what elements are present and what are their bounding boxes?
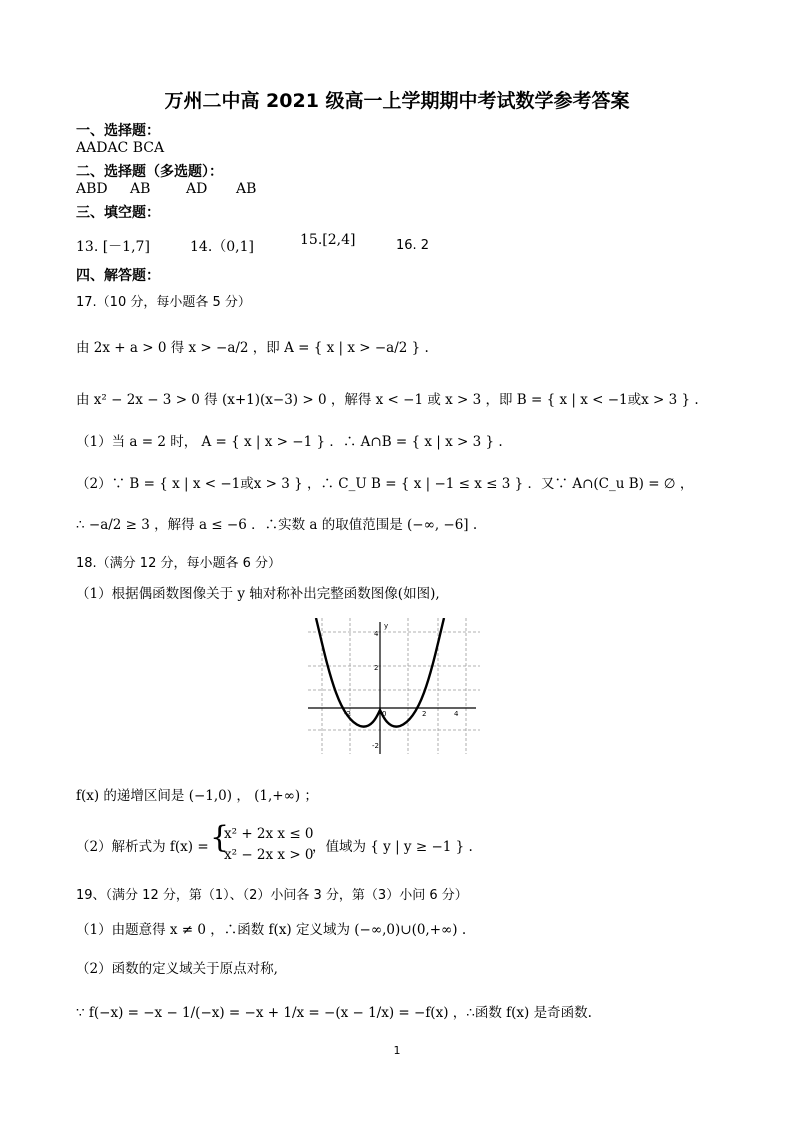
fill-answer-15: 15.[2,4] — [300, 232, 356, 248]
tick-label-origin: 0 — [382, 710, 387, 718]
q19-line2: （2）函数的定义域关于原点对称, — [76, 961, 278, 977]
section-solution-heading: 四、解答题： — [76, 268, 160, 284]
tick-label-y2: 2 — [374, 664, 379, 672]
q17-line1: 由 2x + a > 0 得 x > −a/2 ，即 A = { x | x > −a/2 } . — [76, 340, 429, 356]
fill-answer-16: 16. 2 — [396, 238, 430, 253]
multi-answer-1: ABD — [76, 181, 108, 197]
page-title: 万州二中高 2021 级高一上学期期中考试数学参考答案 — [164, 90, 630, 112]
tick-label-x2: 2 — [422, 710, 427, 718]
q19-line1: （1）由题意得 x ≠ 0 ，∴函数 f(x) 定义域为 (−∞,0)∪(0,+∞) . — [76, 922, 467, 938]
q19-line3: ∵ f(−x) = −x − 1/(−x) = −x + 1/x = −(x − 1/x) = −f(x) ，∴函数 f(x) 是奇函数. — [76, 1005, 592, 1021]
q18-line3-suffix: ，值域为 { y | y ≥ −1 } . — [312, 839, 473, 855]
section-fill-heading: 三、填空题： — [76, 205, 160, 221]
fill-answer-13: 13. [－1,7] — [76, 239, 150, 255]
multi-answer-2: AB — [130, 181, 151, 197]
tick-label-xneg2: -2 — [344, 710, 351, 718]
page-number: 1 — [393, 1044, 401, 1057]
piecewise-case-2: x² − 2x x > 0 — [224, 847, 314, 863]
q17-line2: 由 x² − 2x − 3 > 0 得 (x+1)(x−3) > 0 ，解得 x < −1 或 x > 3 ，即 B = { x | x < −1或x > 3 } . — [76, 392, 699, 408]
function-graph — [308, 618, 480, 754]
q18-line1: （1）根据偶函数图像关于 y 轴对称补出完整函数图像(如图), — [76, 586, 440, 602]
q17-line4: （2）∵ B = { x | x < −1或x > 3 } ，∴ C_U B = { x | −1 ≤ x ≤ 3 } ．又∵ A∩(C_u B) = ∅ ， — [76, 476, 694, 492]
q18-header: 18.（满分 12 分，每小题各 6 分） — [76, 556, 282, 571]
tick-label-yneg2: -2 — [372, 742, 379, 750]
piecewise-brace: { — [210, 820, 230, 855]
tick-label-y4: 4 — [374, 630, 379, 638]
q17-header: 17.（10 分，每小题各 5 分） — [76, 295, 251, 310]
function-graph-figure — [308, 618, 480, 754]
multi-answer-4: AB — [236, 181, 257, 197]
q19-header: 19、（满分 12 分，第（1）、（2）小问各 3 分，第（3）小问 6 分） — [76, 888, 468, 903]
choice-answers: AADAC BCA — [76, 140, 165, 156]
q17-line5: ∴ −a/2 ≥ 3 ，解得 a ≤ −6 ．∴实数 a 的取值范围是 (−∞, −6] . — [76, 517, 478, 533]
q18-line3-prefix: （2）解析式为 f(x) = — [76, 839, 209, 855]
section-choice-heading: 一、选择题： — [76, 123, 160, 139]
q18-line2: f(x) 的递增区间是 (−1,0) ， (1,+∞) ； — [76, 788, 318, 804]
multi-answer-3: AD — [186, 181, 208, 197]
y-axis-label: y — [384, 622, 389, 630]
q17-line3: （1）当 a = 2 时， A = { x | x > −1 } ．∴ A∩B = { x | x > 3 } . — [76, 434, 503, 450]
tick-label-x4: 4 — [454, 710, 459, 718]
piecewise-case-1: x² + 2x x ≤ 0 — [224, 826, 314, 842]
fill-answer-14: 14.（0,1] — [190, 239, 254, 255]
section-multi-choice-heading: 二、选择题（多选题）： — [76, 164, 223, 180]
